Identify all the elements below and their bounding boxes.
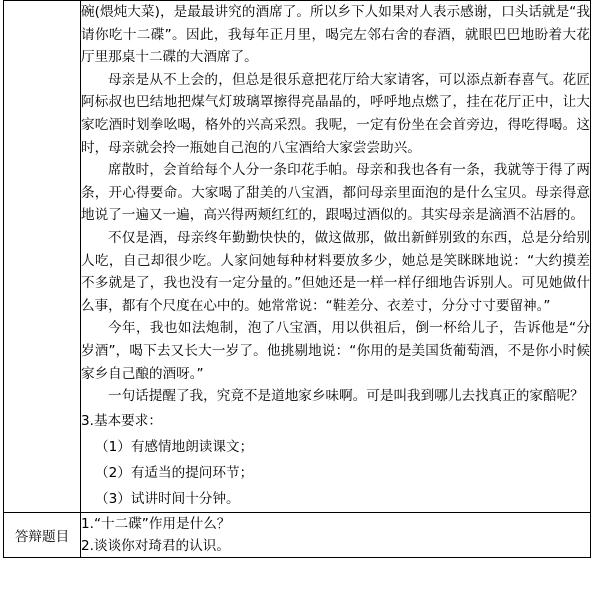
passage-paragraph-1: 碗(煨炖大菜)，是最最讲究的酒席了。所以乡下人如果对人表示感谢，口头话就是“我请你吃十二碟”。因此，我每年正月里，喝完左邻右舍的春酒，就眼巴巴地盼着大花厅里那桌十二碟的大酒席了。 <box>81 4 590 66</box>
passage-paragraph-3: 席散时，会首给每个人分一条印花手帕。母亲和我也各有一条，我就等于得了两条，开心得要命。大家喝了甜美的八宝酒，都问母亲里面泡的是什么宝贝。母亲得意地说了一遍又一遍，高兴得两颊红红的，跟喝过酒似的。其实母亲是滴酒不沾唇的。 <box>81 162 590 224</box>
questions-cell <box>81 512 591 557</box>
passage-paragraph-5: 今年，我也如法炮制，泡了八宝酒，用以供祖后，倒一杯给儿子，告诉他是“分岁酒”，喝下去又长大一岁了。他挑剔地说：“你用的是美国货葡萄酒，不是你小时候家乡自己酿的酒呀。” <box>81 320 590 382</box>
requirement-item: （2）有适当的提问环节； <box>95 464 254 481</box>
passage-cell <box>81 1 591 513</box>
empty-label-cell <box>4 1 81 513</box>
answer-row <box>4 512 591 557</box>
exam-table <box>3 0 591 558</box>
question-item: 1.“十二碟”作用是什么？ <box>81 515 231 532</box>
passage-row <box>4 1 591 513</box>
passage-paragraph-2: 母亲是从不上会的，但总是很乐意把花厅给大家请客，可以添点新春喜气。花匠阿标叔也巴结地把煤气灯玻璃罩擦得亮晶晶的，呼呼地点燃了，挂在花厅正中，让大家吃酒时划拳吆喝，格外的兴高采烈。我呢，一定有份坐在会首旁边，得吃得喝。这时，母亲就会拎一瓶她自己泡的八宝酒给大家尝尝助兴。 <box>81 71 590 156</box>
requirement-item: （1）有感情地朗读课文； <box>95 438 254 455</box>
passage-paragraph-6: 一句话提醒了我，究竟不是道地家乡味啊。可是叫我到哪儿去找真正的家醅呢？ <box>108 388 584 405</box>
requirement-item: （3）试讲时间十分钟。 <box>95 490 240 507</box>
question-item: 2.谈谈你对琦君的认识。 <box>81 537 230 554</box>
answer-label: 答辩题目 <box>4 512 81 557</box>
requirements-title: 3.基本要求： <box>81 412 162 429</box>
passage-paragraph-4: 不仅是酒，母亲终年勤勤快快的，做这做那，做出新鲜别致的东西，总是分给别人吃，自己却很少吃。人家问她每种材料要放多少，她总是笑眯眯地说：“大约摸差不多就是了，我也没有一定分量的。”但她还是一样一样仔细地告诉别人。可见她做什么事，都有个尺度在心中的。她常常说：“鞋差分、衣差寸，分分寸寸要留神。” <box>81 229 590 314</box>
